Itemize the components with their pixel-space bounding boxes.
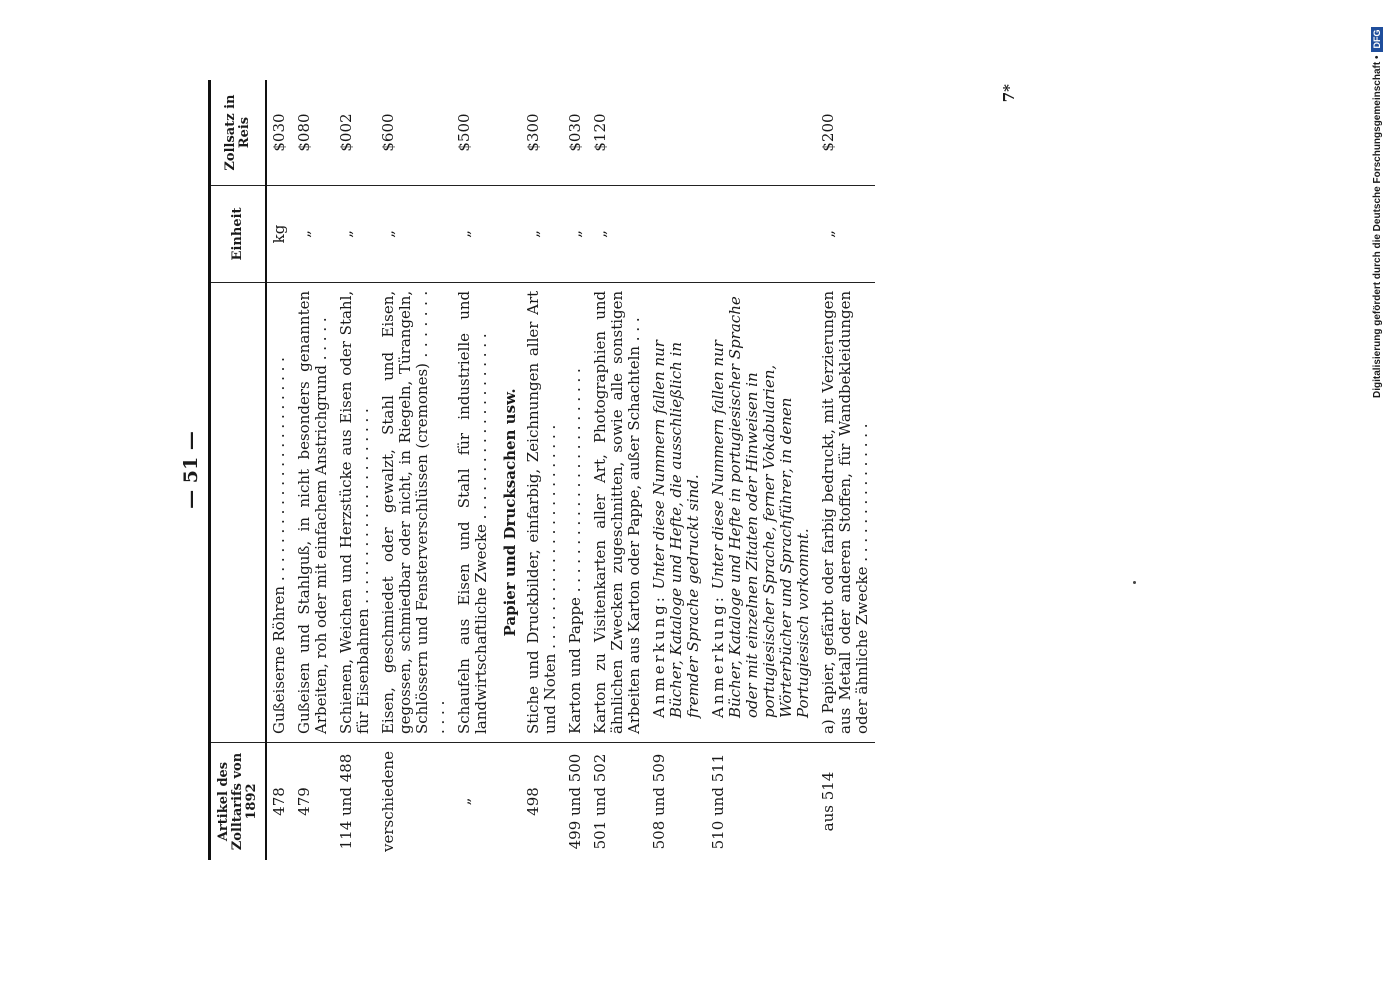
dfg-logo: DFG <box>1371 27 1383 52</box>
credit-strip <box>1366 8 1383 398</box>
header-article: Artikel des Zolltarifs von 1892 <box>210 743 267 860</box>
row-description: Gußeiserne Röhren . . . . . . . . . . . . . . . . . . . . . . . . <box>266 282 292 742</box>
table-row <box>452 80 494 860</box>
credit-inner <box>1368 8 1383 398</box>
row-article: verschiedene <box>379 751 397 852</box>
row-unit: „ <box>452 186 494 283</box>
row-article: aus 514 <box>819 771 837 832</box>
row-article: 510 und 511 <box>709 753 727 850</box>
table-row <box>376 80 452 860</box>
table-row <box>563 80 588 860</box>
row-rate: $300 <box>521 80 563 186</box>
remark-body: Unter diese Nummern fallen nur Bücher, Kataloge und Hefte in portugiesischer Sprache oder mit einzelnen Zitaten oder Hinweisen in portugiesischer Sprache, ferner Vokabularien, Wörterbücher und Sprachführer, in denen Portugiesisch vorkommt. <box>709 296 812 719</box>
table-header-row <box>210 80 267 860</box>
scan-speck <box>1133 581 1136 584</box>
remark-row <box>647 80 706 860</box>
row-article: „ <box>455 797 473 806</box>
section-title: Papier und Drucksachen usw. <box>494 282 521 742</box>
row-unit: „ <box>521 186 563 283</box>
row-article: 479 <box>295 787 313 816</box>
tariff-table <box>208 80 875 860</box>
row-unit: „ <box>816 186 875 283</box>
row-unit: „ <box>292 186 334 283</box>
row-unit: „ <box>588 186 647 283</box>
row-rate: $030 <box>266 80 292 186</box>
row-description: Eisen, geschmiedet oder gewalzt, Stahl und Eisen, gegossen, schmiedbar oder nicht, in Riegeln, Türangeln, Schlössern und Fensterverschlüssen (cremones) . . . . . . . . . . . <box>376 282 452 742</box>
table-row <box>816 80 875 860</box>
table-row <box>266 80 292 860</box>
row-rate: $002 <box>334 80 376 186</box>
row-description: Karton zu Visitenkarten aller Art, Photographien und ähnlichen Zwecken zugeschnitten, sowie alle sonstigen Arbeiten aus Karton oder Pappe, außer Schachteln . . . <box>588 282 647 742</box>
remark-body: Unter diese Nummern fallen nur Bücher, Kataloge und Hefte, die ausschließlich in fremder Sprache gedruckt sind. <box>650 340 702 719</box>
remark-row <box>706 80 816 860</box>
row-unit: „ <box>334 186 376 283</box>
row-article: 478 <box>270 787 288 816</box>
row-rate: $080 <box>292 80 334 186</box>
row-rate: $600 <box>376 80 452 186</box>
signature-mark: 7* <box>1000 84 1018 103</box>
row-article: 499 und 500 <box>566 753 584 850</box>
row-description: Karton und Pappe . . . . . . . . . . . . . . . . . . . . . . . . <box>563 282 588 742</box>
credit-text: Digitalisierung gefördert durch die Deutsche Forschungsgemeinschaft • <box>1371 55 1383 398</box>
table-row <box>588 80 647 860</box>
row-description: Schaufeln aus Eisen und Stahl für industrielle und landwirtschaftliche Zwecke . . . . . . . . . . . . . . . . . . . . <box>452 282 494 742</box>
row-article: 501 und 502 <box>591 753 609 850</box>
table-row <box>521 80 563 860</box>
remark-label: Anmerkung: <box>650 594 668 719</box>
row-article: 114 und 488 <box>337 753 355 850</box>
row-rate: $030 <box>563 80 588 186</box>
row-description: Gußeisen und Stahlguß, in nicht besonders genannten Arbeiten, roh oder mit einfachem Anstrichgrund . . . . . <box>292 282 334 742</box>
table-row <box>292 80 334 860</box>
rotated-document-page <box>180 80 1130 860</box>
row-description: Stiche und Druckbilder, einfarbig, Zeichnungen aller Art und Noten . . . . . . . . . . . . . . . . . . . . . . . . <box>521 282 563 742</box>
remark-text <box>647 282 706 742</box>
remark-text <box>706 282 816 742</box>
section-row <box>494 80 521 860</box>
row-rate: $120 <box>588 80 647 186</box>
header-unit: Einheit <box>210 186 267 283</box>
row-unit: „ <box>563 186 588 283</box>
row-rate: $200 <box>816 80 875 186</box>
row-description: a) Papier, gefärbt oder farbig bedruckt, mit Verzierungen aus Metall oder anderen Stoffen, für Wandbekleidungen oder ähnliche Zwecke . . . . . . . . . . . . . . . <box>816 282 875 742</box>
table-row <box>334 80 376 860</box>
row-unit: kg <box>266 186 292 283</box>
header-description <box>210 282 267 742</box>
row-article: 508 und 509 <box>650 753 668 850</box>
row-rate: $500 <box>452 80 494 186</box>
row-article: 498 <box>524 787 542 816</box>
row-description: Schienen, Weichen und Herzstücke aus Eisen oder Stahl, für Eisenbahnen . . . . . . . . . . . . . . . . . . . . . <box>334 282 376 742</box>
header-rate: Zollsatz in Reis <box>210 80 267 186</box>
remark-label: Anmerkung: <box>709 594 727 719</box>
page-number: — 51 — <box>180 431 202 509</box>
row-unit: „ <box>376 186 452 283</box>
